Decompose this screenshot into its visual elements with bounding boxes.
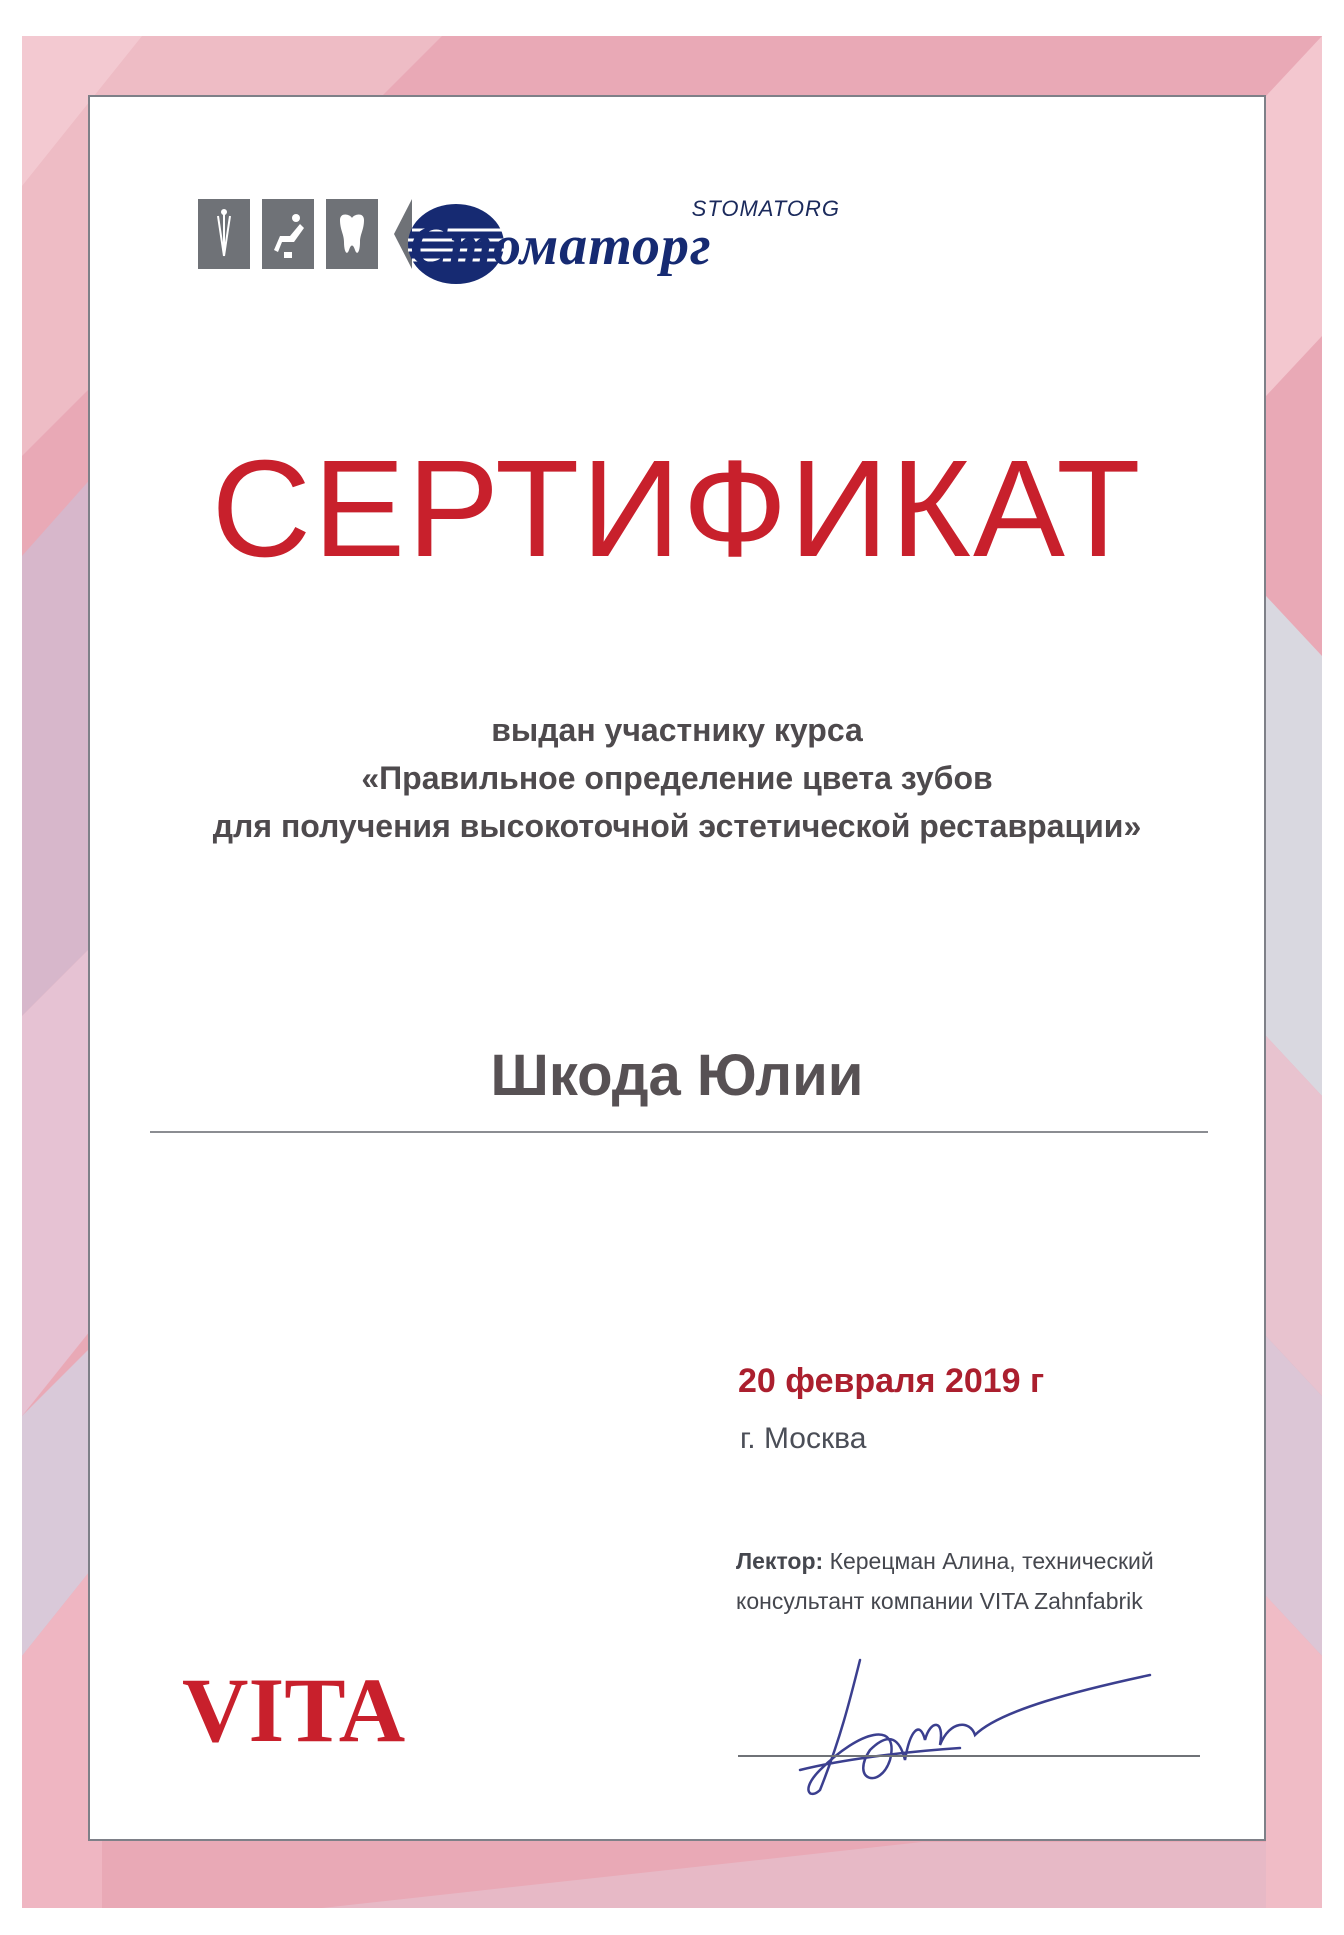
certificate-title: СЕРТИФИКАТ xyxy=(211,432,1143,586)
stomatorg-logo xyxy=(398,196,858,286)
course-description xyxy=(88,706,1266,850)
lecturer-name: Керецман Алина, технический xyxy=(829,1548,1154,1574)
lecturer-label: Лектор: xyxy=(736,1548,824,1574)
tooth-icon xyxy=(326,199,378,269)
course-line-1: «Правильное определение цвета зубов xyxy=(361,760,993,796)
lecturer-block xyxy=(736,1541,1154,1621)
brand-cyrillic: Стоматорг xyxy=(410,215,712,277)
stomatorg-logo-tiles xyxy=(198,198,412,270)
certificate-date: 20 февраля 2019 г xyxy=(738,1362,1045,1400)
dental-chair-icon xyxy=(262,199,314,269)
tools-icon xyxy=(198,199,250,269)
signature-line xyxy=(738,1755,1200,1757)
course-line-2: для получения высокоточной эстетической реставрации» xyxy=(212,808,1142,844)
signature-image xyxy=(780,1640,1160,1810)
certificate-city: г. Москва xyxy=(740,1422,867,1455)
vita-logo: VITA xyxy=(182,1659,406,1761)
issued-line: выдан участнику курса xyxy=(491,712,863,748)
recipient-underline xyxy=(150,1131,1208,1133)
recipient-name: Шкода Юлии xyxy=(490,1043,864,1108)
lecturer-line-2: консультант компании VITA Zahnfabrik xyxy=(736,1588,1143,1614)
lecturer-line-1 xyxy=(736,1541,1154,1581)
brand-latin: STOMATORG xyxy=(691,196,840,221)
